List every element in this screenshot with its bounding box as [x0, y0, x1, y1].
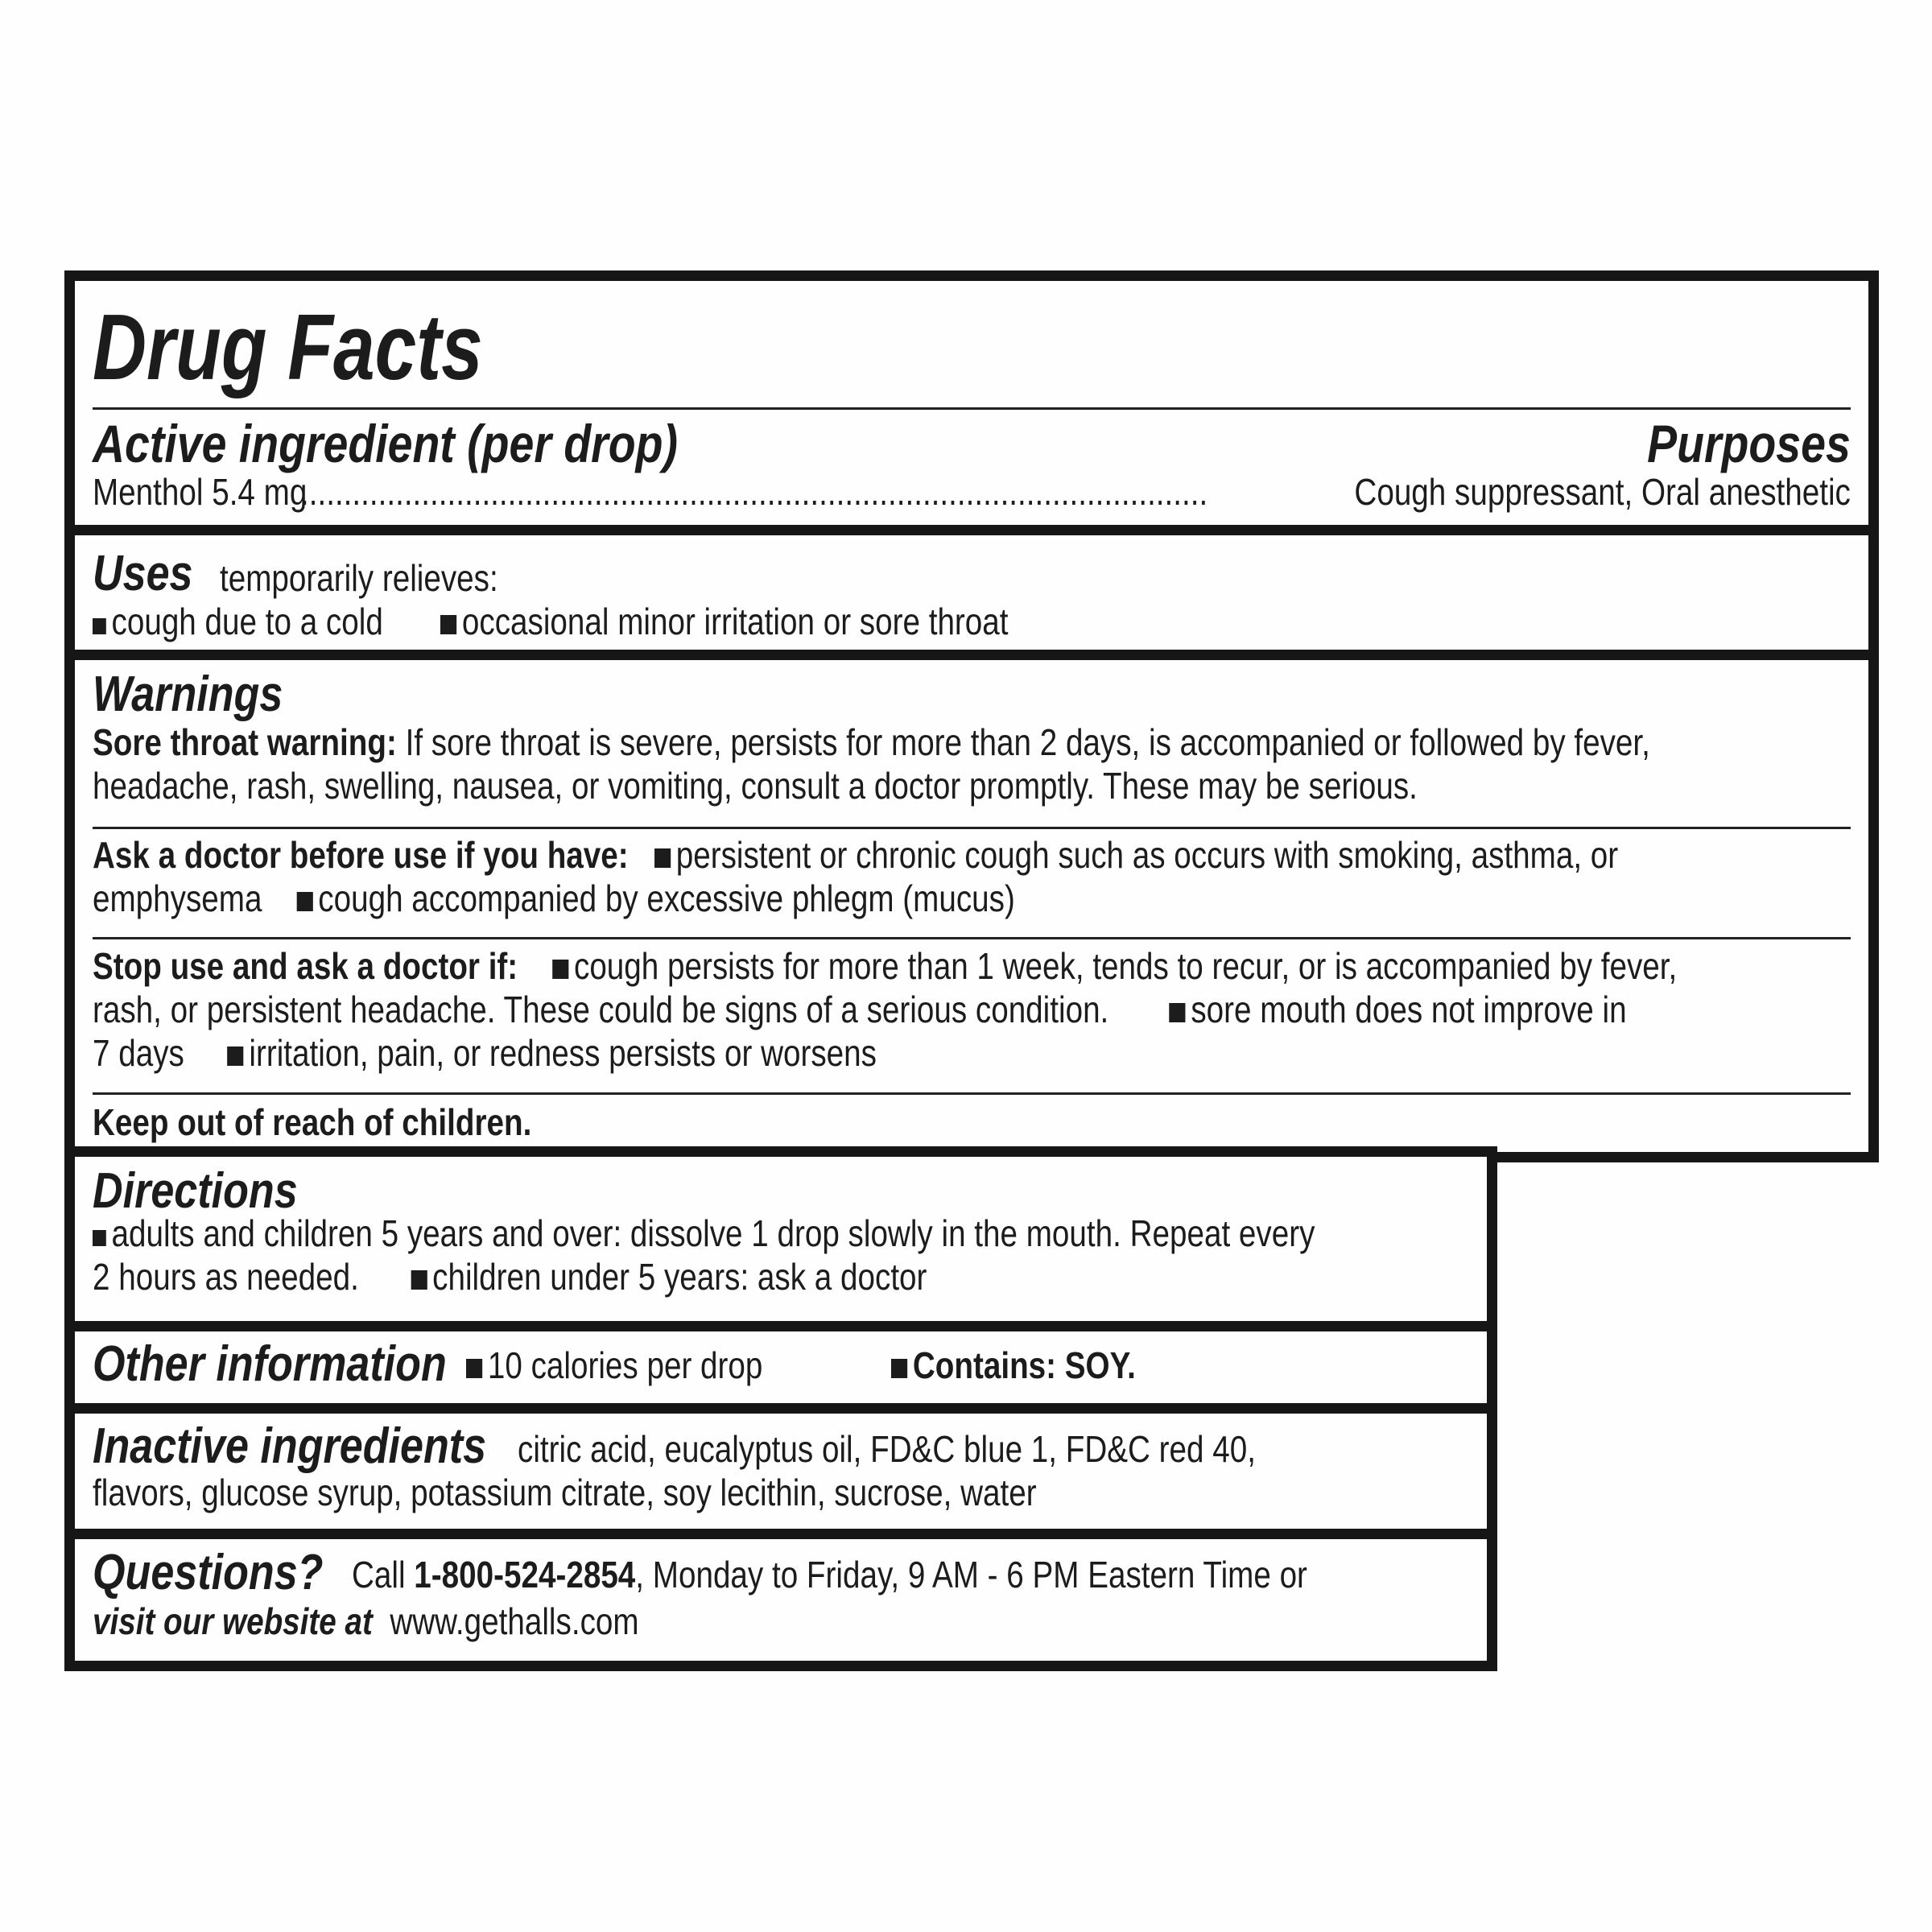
- directions-section: [93, 1163, 1469, 1316]
- inactive-ingredients-heading: Inactive ingredients: [93, 1418, 487, 1474]
- other-information-item: 10 calories per drop: [487, 1344, 763, 1386]
- lower-panel: [64, 1146, 1497, 1671]
- inactive-ingredients-section: [93, 1418, 1469, 1522]
- section-divider-thick: [75, 650, 1868, 660]
- uses-item: cough due to a cold: [111, 601, 383, 642]
- questions-heading: Questions?: [93, 1545, 324, 1600]
- bullet-icon: [228, 1046, 244, 1066]
- active-ingredient-heading: Active ingredient (per drop): [93, 414, 678, 473]
- uses-heading: Uses: [93, 546, 193, 601]
- drug-facts-title: Drug Facts: [93, 295, 483, 399]
- bullet-icon: [891, 1359, 907, 1378]
- section-divider-thick: [75, 525, 1868, 535]
- directions-heading: Directions: [93, 1163, 298, 1219]
- drug-facts-panel: [64, 270, 1879, 1162]
- warnings-divider: [93, 937, 1851, 939]
- bullet-icon: [1169, 1003, 1185, 1022]
- sore-throat-text: If sore throat is severe, persists for more than 2 days, is accompanied or followed by fever,: [405, 721, 1650, 763]
- inactive-ingredients-list: citric acid, eucalyptus oil, FD&C blue 1, FD&C red 40,: [518, 1428, 1256, 1470]
- bullet-icon: [466, 1359, 482, 1378]
- uses-intro: temporarily relieves:: [220, 557, 498, 599]
- ask-doctor-label: Ask a doctor before use if you have:: [93, 834, 629, 876]
- bullet-icon: [296, 892, 312, 911]
- bullet-icon: [93, 618, 106, 634]
- website-link[interactable]: www.gethalls.com: [390, 1600, 639, 1642]
- questions-hours: , Monday to Friday, 9 AM - 6 PM Eastern Time or: [635, 1554, 1307, 1596]
- active-ingredient-purpose: Cough suppressant, Oral anesthetic: [1354, 471, 1851, 513]
- uses-section: [93, 547, 1851, 643]
- directions-item: children under 5 years: ask a doctor: [432, 1256, 927, 1298]
- ask-doctor-item: cough accompanied by excessive phlegm (mucus): [318, 877, 1015, 919]
- bullet-icon: [411, 1270, 427, 1290]
- bullet-icon: [552, 960, 568, 979]
- warnings-divider: [93, 827, 1851, 829]
- other-information-section: [93, 1335, 1469, 1400]
- stop-use-item: rash, or persistent headache. These could be signs of a serious condition.: [93, 989, 1109, 1030]
- keep-out-of-reach: Keep out of reach of children.: [93, 1101, 532, 1143]
- active-ingredient-name: Menthol 5.4 mg: [93, 471, 308, 513]
- stop-use-item: 7 days: [93, 1032, 184, 1074]
- section-divider-thick: [75, 1321, 1487, 1331]
- section-divider-thick: [75, 1529, 1487, 1539]
- leader-dots: .........................................................................................................: [300, 471, 1208, 513]
- warnings-heading: Warnings: [93, 667, 283, 722]
- contains-soy: Contains: SOY.: [912, 1344, 1136, 1386]
- warnings-section: [93, 666, 1851, 1165]
- questions-call: Call: [352, 1554, 406, 1596]
- warnings-divider: [93, 1092, 1851, 1095]
- stop-use-item: irritation, pain, or redness persists or worsens: [249, 1032, 877, 1074]
- directions-item: 2 hours as needed.: [93, 1256, 359, 1298]
- visit-website-label: visit our website at: [93, 1600, 373, 1642]
- stop-use-item: cough persists for more than 1 week, tends to recur, or is accompanied by fever,: [574, 945, 1678, 987]
- other-information-heading: Other information: [93, 1336, 447, 1392]
- directions-item: adults and children 5 years and over: dissolve 1 drop slowly in the mouth. Repeat every: [111, 1212, 1315, 1254]
- bullet-icon: [440, 615, 456, 634]
- stop-use-item: sore mouth does not improve in: [1191, 989, 1627, 1030]
- questions-section: [93, 1543, 1469, 1656]
- uses-item: occasional minor irritation or sore throat: [461, 601, 1009, 642]
- stop-use-label: Stop use and ask a doctor if:: [93, 945, 518, 987]
- section-divider-thick: [75, 1403, 1487, 1414]
- title-divider: [93, 407, 1851, 410]
- purposes-heading: Purposes: [1647, 414, 1851, 473]
- inactive-ingredients-list: flavors, glucose syrup, potassium citrate, soy lecithin, sucrose, water: [93, 1472, 1037, 1513]
- phone-number[interactable]: 1-800-524-2854: [414, 1554, 636, 1596]
- bullet-icon: [93, 1230, 106, 1246]
- active-ingredient-section: [93, 414, 1851, 513]
- sore-throat-label: Sore throat warning:: [93, 721, 397, 763]
- sore-throat-text: headache, rash, swelling, nausea, or vomiting, consult a doctor promptly. These may be serious.: [93, 765, 1418, 807]
- ask-doctor-item: persistent or chronic cough such as occurs with smoking, asthma, or: [675, 834, 1619, 876]
- ask-doctor-item: emphysema: [93, 877, 262, 919]
- bullet-icon: [654, 848, 671, 868]
